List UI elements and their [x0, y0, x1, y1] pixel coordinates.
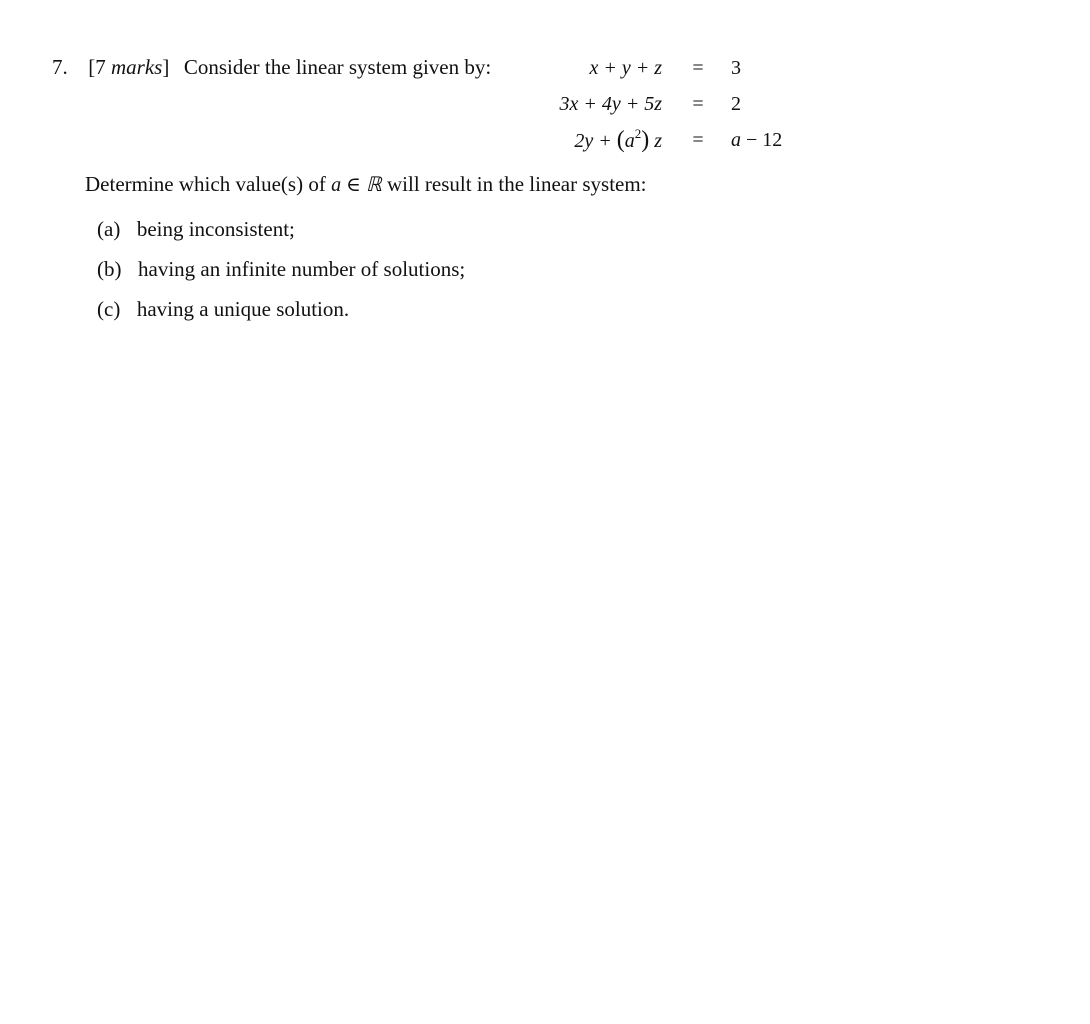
- eq3-lhs-start: 2y +: [574, 130, 617, 152]
- eq2-lhs: 3x + 4y + 5z: [559, 93, 662, 115]
- marks-word: marks: [111, 55, 163, 79]
- question-intro: Consider the linear system given by:: [183, 55, 492, 79]
- part-b: [97, 257, 465, 281]
- eq1-sign: =: [692, 57, 704, 79]
- part-a-text: being inconsistent;: [136, 217, 295, 241]
- eq3-sign: =: [692, 129, 704, 151]
- prompt-after: will result in the linear system:: [381, 172, 647, 196]
- eq2-sign: =: [692, 93, 704, 115]
- eq3-paren-close: ): [641, 127, 650, 153]
- part-a-label: (a): [97, 217, 121, 241]
- eq3-rhs-var: a: [731, 129, 741, 151]
- prompt-line: [85, 172, 647, 197]
- marks-close: ]: [162, 55, 170, 79]
- eq3-paren-open: (: [616, 127, 625, 153]
- eq2-rhs: 2: [731, 93, 741, 115]
- part-c: [97, 297, 349, 321]
- part-b-text: having an infinite number of solutions;: [138, 257, 466, 281]
- eq1-lhs: x + y + z: [589, 57, 662, 79]
- eq3-var-a: a: [624, 130, 635, 152]
- eq3-exponent: 2: [634, 126, 642, 141]
- marks-open: [7: [88, 55, 111, 79]
- eq3-rhs-rest: − 12: [741, 129, 783, 151]
- eq3-lhs: [462, 128, 662, 153]
- eq3-var-z: z: [654, 130, 662, 152]
- eq1-rhs: 3: [731, 57, 741, 79]
- part-b-label: (b): [97, 257, 122, 281]
- prompt-before: Determine which value(s) of: [85, 172, 332, 196]
- part-a: [97, 217, 295, 241]
- part-c-text: having a unique solution.: [136, 297, 350, 321]
- prompt-math: a ∈ ℝ: [331, 174, 382, 196]
- eq3-rhs: [731, 128, 782, 152]
- question-number: 7.: [52, 55, 68, 79]
- part-c-label: (c): [97, 297, 121, 321]
- question-header: [52, 55, 491, 79]
